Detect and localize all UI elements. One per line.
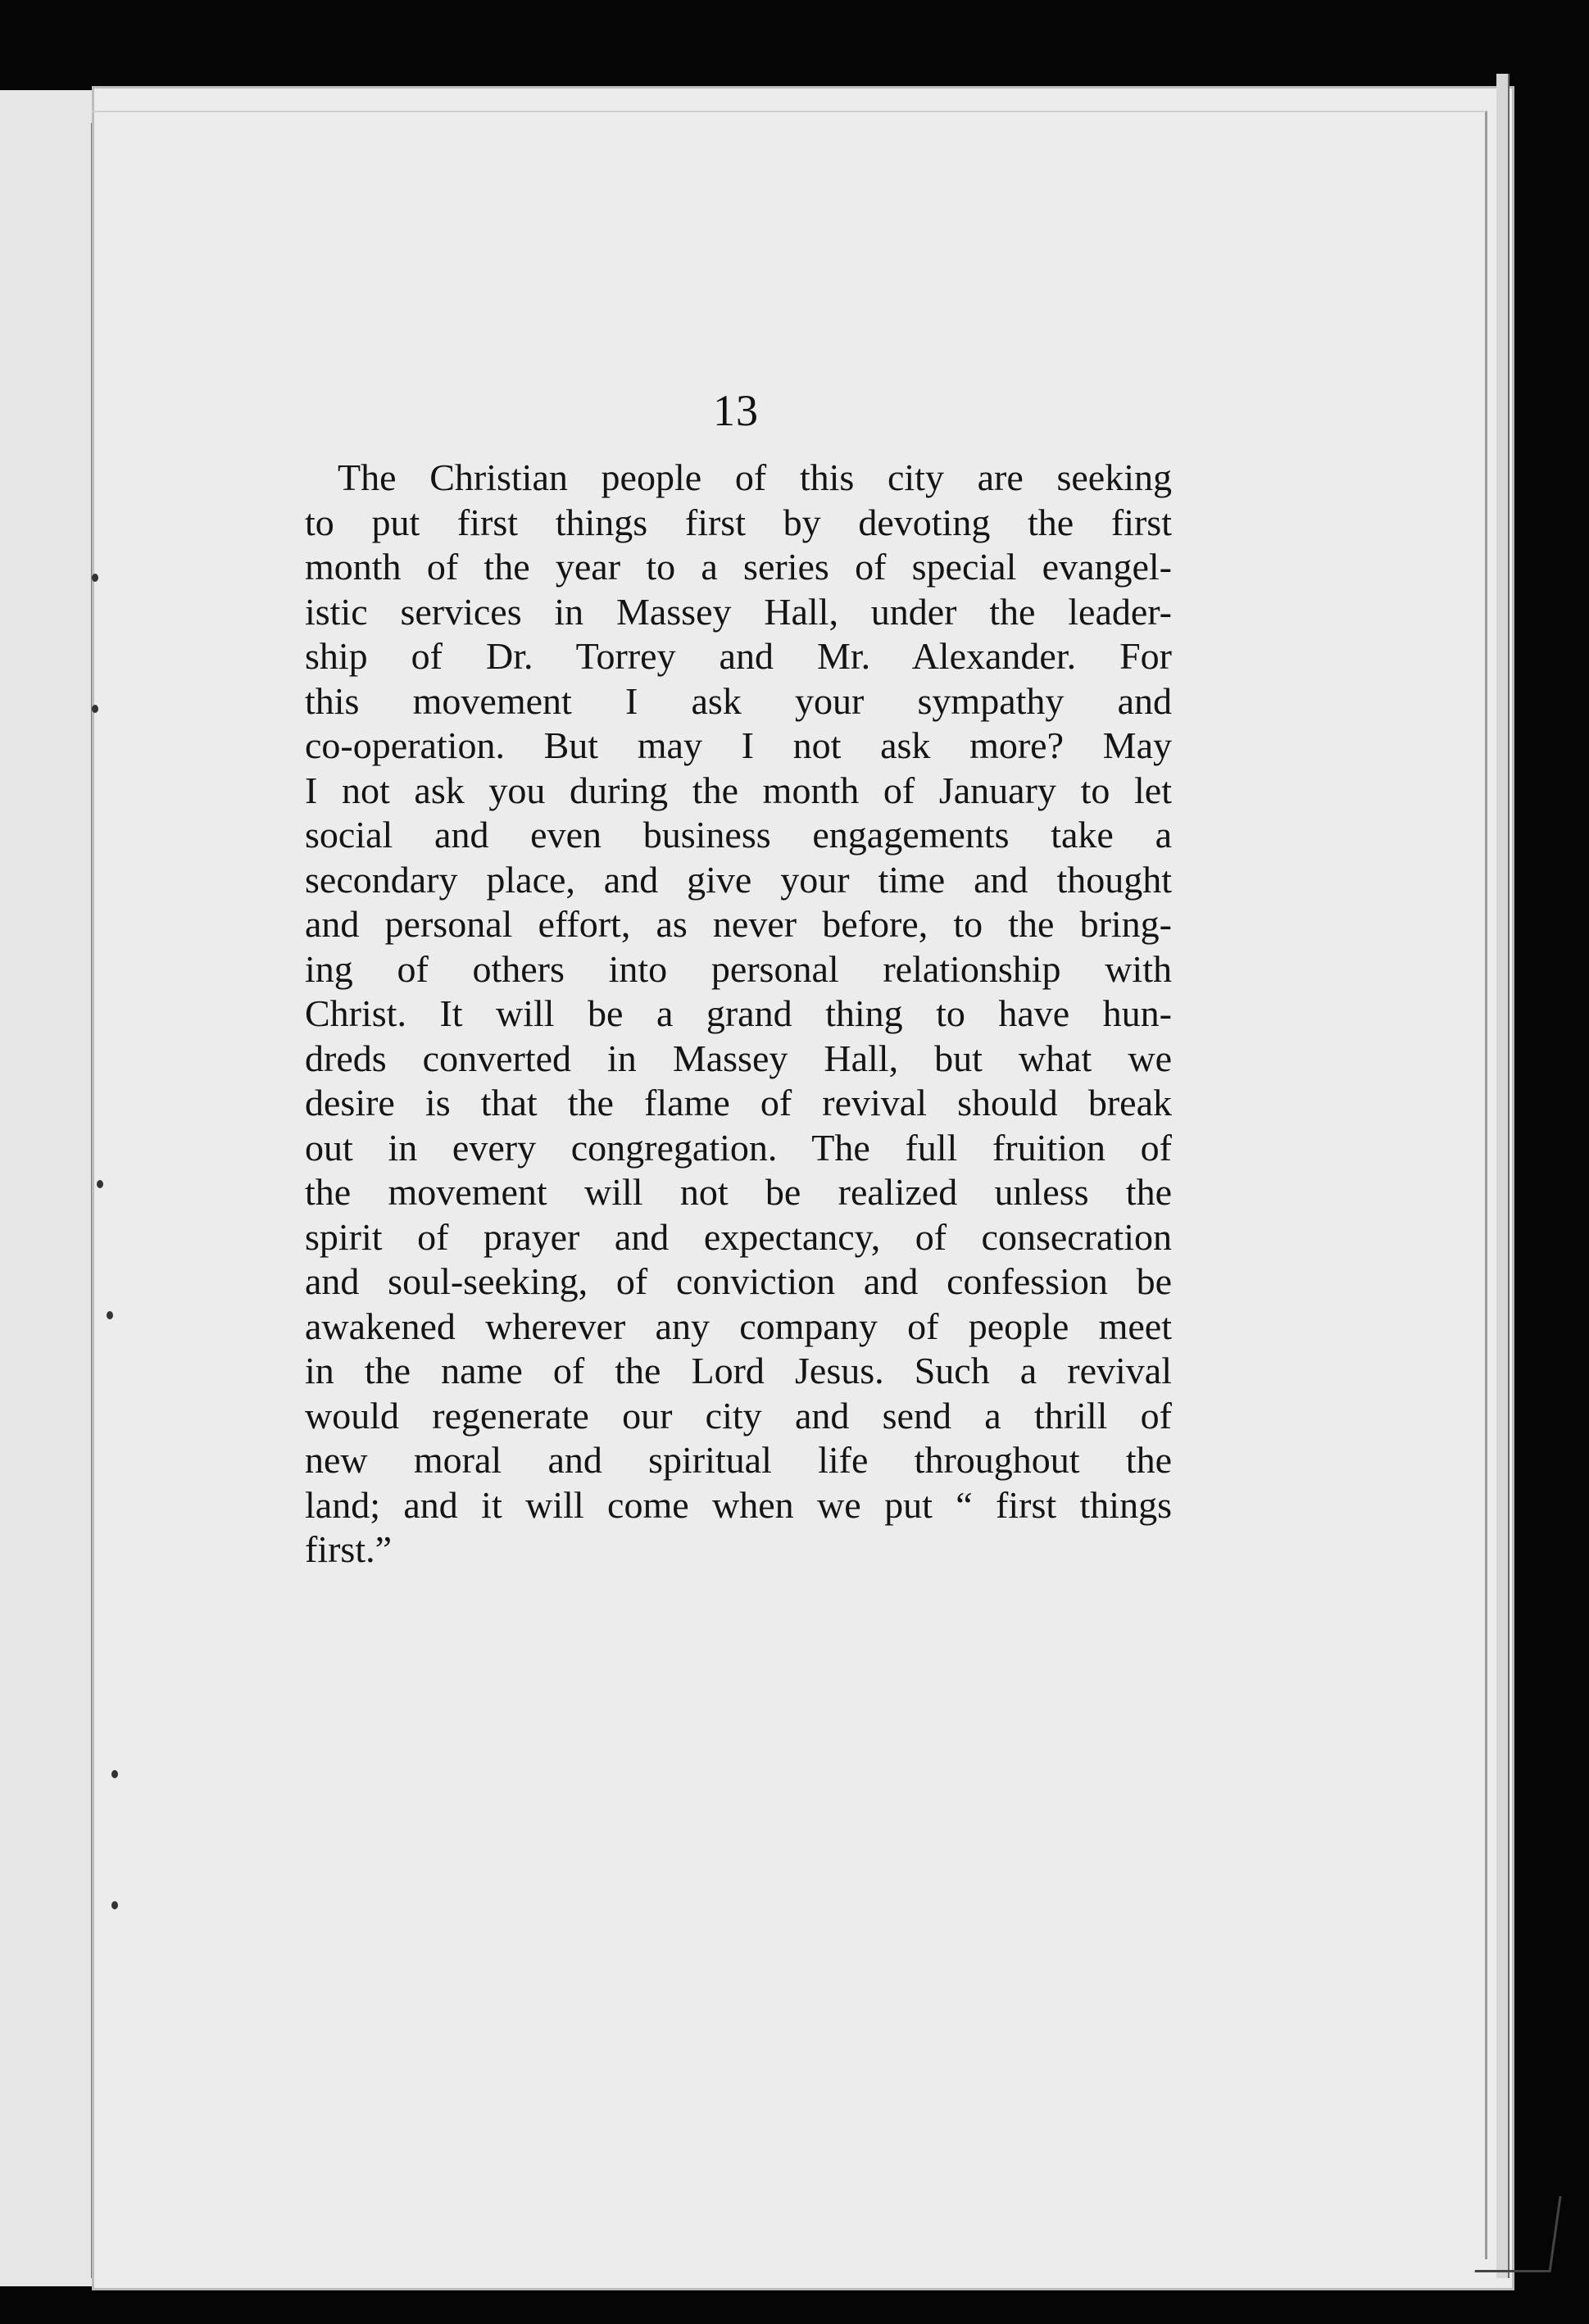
binding-mark <box>92 574 98 582</box>
page-right-edge <box>1496 74 1510 2278</box>
text-line: istic services in Massey Hall, under the leader- <box>305 590 1172 633</box>
text-line: co-operation. But may I not ask more? May <box>305 724 1172 766</box>
text-line: and personal effort, as never before, to the bring- <box>305 903 1172 945</box>
text-line: this movement I ask your sympathy and <box>305 679 1172 722</box>
text-line: land; and it will come when we put “ first things <box>305 1483 1172 1526</box>
text-line: secondary place, and give your time and thought <box>305 858 1172 901</box>
text-line: to put first things first by devoting the first <box>305 501 1172 543</box>
text-line: would regenerate our city and send a thrill of <box>305 1394 1172 1437</box>
binding-mark <box>111 1901 118 1909</box>
binding-mark <box>111 1770 118 1778</box>
text-line: Christ. It will be a grand thing to have hun- <box>305 992 1172 1034</box>
text-line: awakened wherever any company of people meet <box>305 1305 1172 1347</box>
text-line: new moral and spiritual life throughout the <box>305 1439 1172 1481</box>
text-line: spirit of prayer and expectancy, of consecration <box>305 1215 1172 1258</box>
text-line: in the name of the Lord Jesus. Such a revival <box>305 1350 1172 1391</box>
binding-mark <box>97 1180 103 1188</box>
text-line: dreds converted in Massey Hall, but what we <box>305 1037 1172 1079</box>
body-paragraph <box>305 456 1172 1573</box>
text-line: social and even business engagements take a <box>305 814 1172 856</box>
binding-mark <box>107 1311 113 1319</box>
text-line: month of the year to a series of special evangel- <box>305 546 1172 588</box>
text-line: desire is that the flame of revival should break <box>305 1082 1172 1123</box>
text-line: ship of Dr. Torrey and Mr. Alexander. For <box>305 635 1172 677</box>
facing-page-edge <box>0 90 98 2286</box>
text-line: ing of others into personal relationship with <box>305 947 1172 990</box>
page-number: 13 <box>713 386 759 435</box>
page-corner-curl <box>1474 2196 1561 2272</box>
text-line: and soul-seeking, of conviction and confession be <box>305 1260 1172 1302</box>
text-line: out in every congregation. The full fruition of <box>305 1126 1172 1169</box>
text-line: The Christian people of this city are seeking <box>338 456 1172 498</box>
binding-mark <box>92 705 98 713</box>
text-line: the movement will not be realized unless the <box>305 1171 1172 1213</box>
text-line: first.” <box>305 1528 393 1570</box>
text-line: I not ask you during the month of January to let <box>305 769 1172 811</box>
